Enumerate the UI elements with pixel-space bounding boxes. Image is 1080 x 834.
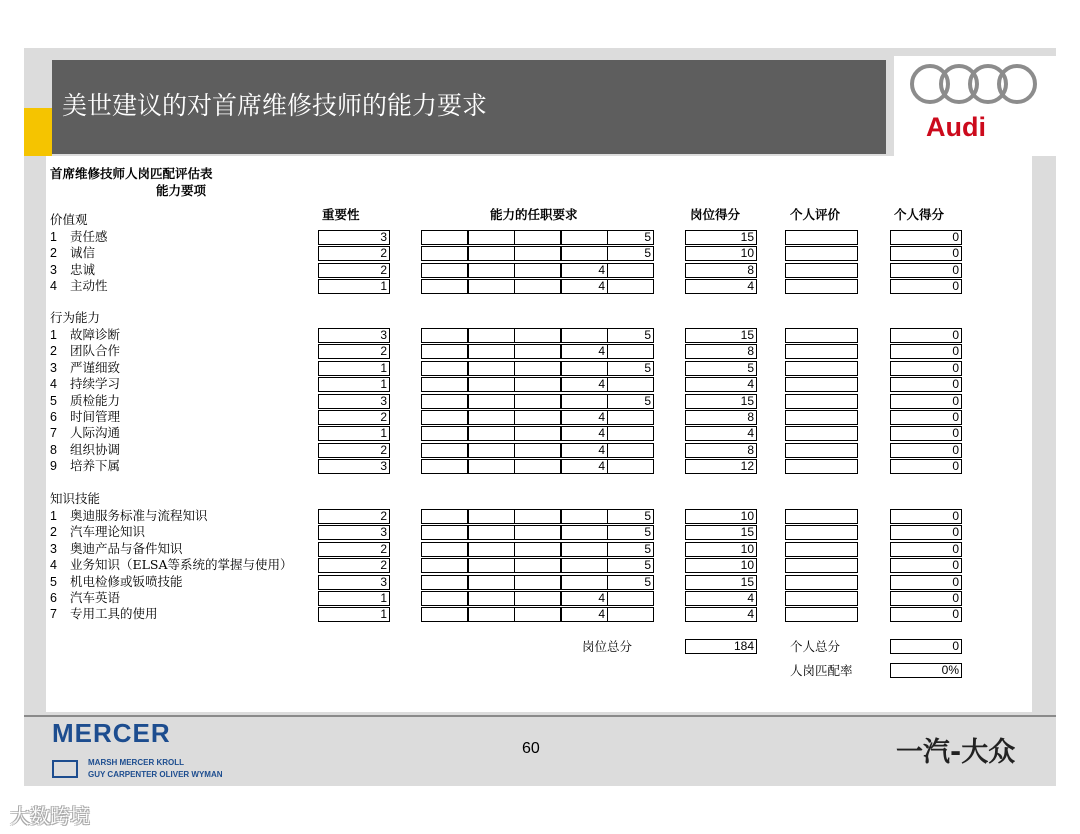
- requirement-cell: [468, 263, 515, 278]
- importance-cell: 1: [318, 426, 390, 441]
- row-label: 质检能力: [70, 393, 121, 408]
- row-label: 责任感: [70, 229, 108, 244]
- position-score-cell: 15: [685, 328, 757, 343]
- personal-score-cell: 0: [890, 575, 962, 590]
- row-number: 3: [50, 263, 57, 277]
- accent-bar: [24, 108, 52, 156]
- row-label: 严谨细致: [70, 360, 121, 375]
- requirement-cell: [607, 344, 654, 359]
- requirement-cell: [561, 525, 608, 540]
- audi-rings-logo: [908, 62, 1042, 108]
- row-number: 6: [50, 410, 57, 424]
- requirement-cell: [514, 263, 561, 278]
- requirement-cell: [561, 246, 608, 261]
- requirement-cell: [421, 509, 468, 524]
- requirement-cell: [468, 443, 515, 458]
- requirement-cell: [421, 246, 468, 261]
- row-number: 6: [50, 591, 57, 605]
- personal-eval-input[interactable]: [785, 394, 858, 409]
- personal-score-cell: 0: [890, 525, 962, 540]
- row-number: 2: [50, 344, 57, 358]
- requirement-cell: [468, 509, 515, 524]
- personal-eval-input[interactable]: [785, 230, 858, 245]
- personal-score-cell: 0: [890, 377, 962, 392]
- requirement-cell: [514, 575, 561, 590]
- personal-score-cell: 0: [890, 607, 962, 622]
- requirement-cell: 4: [561, 344, 608, 359]
- requirement-cell: [514, 459, 561, 474]
- importance-cell: 3: [318, 459, 390, 474]
- page-number: 60: [522, 740, 540, 757]
- requirement-cell: 4: [561, 607, 608, 622]
- personal-total-value: 0: [890, 639, 962, 654]
- requirement-cell: 5: [607, 246, 654, 261]
- match-rate-value: 0%: [890, 663, 962, 678]
- requirement-cell: 4: [561, 443, 608, 458]
- requirement-cell: [421, 361, 468, 376]
- requirement-cell: 5: [607, 542, 654, 557]
- requirement-cell: [421, 377, 468, 392]
- audi-wordmark: Audi: [926, 112, 986, 142]
- position-score-cell: 4: [685, 279, 757, 294]
- position-score-cell: 10: [685, 542, 757, 557]
- position-score-cell: 8: [685, 263, 757, 278]
- requirement-cell: [514, 525, 561, 540]
- personal-eval-input[interactable]: [785, 246, 858, 261]
- personal-eval-input[interactable]: [785, 328, 858, 343]
- requirement-cell: [514, 509, 561, 524]
- requirement-cell: 5: [607, 328, 654, 343]
- personal-eval-input[interactable]: [785, 361, 858, 376]
- row-label: 业务知识（ELSA等系统的掌握与使用）: [70, 557, 293, 572]
- importance-cell: 3: [318, 394, 390, 409]
- requirement-cell: [607, 377, 654, 392]
- row-label: 忠诚: [70, 262, 96, 277]
- requirement-cell: [421, 591, 468, 606]
- row-label: 专用工具的使用: [70, 606, 158, 621]
- requirement-cell: [468, 607, 515, 622]
- personal-eval-input[interactable]: [785, 575, 858, 590]
- row-label: 汽车英语: [70, 590, 121, 605]
- requirement-cell: [421, 426, 468, 441]
- requirement-cell: [607, 426, 654, 441]
- footer-divider: [24, 715, 1056, 717]
- requirement-cell: [561, 361, 608, 376]
- requirement-cell: [561, 542, 608, 557]
- requirement-cell: [468, 361, 515, 376]
- personal-eval-input[interactable]: [785, 607, 858, 622]
- requirement-cell: [421, 525, 468, 540]
- importance-cell: 1: [318, 377, 390, 392]
- requirement-cell: 4: [561, 459, 608, 474]
- requirement-cell: [514, 607, 561, 622]
- requirement-cell: [514, 426, 561, 441]
- row-number: 3: [50, 361, 57, 375]
- requirement-cell: [421, 263, 468, 278]
- personal-score-cell: 0: [890, 279, 962, 294]
- requirement-cell: 4: [561, 377, 608, 392]
- mercer-subline-1: MARSH MERCER KROLL: [88, 758, 184, 767]
- requirement-cell: [468, 591, 515, 606]
- requirement-cell: 5: [607, 394, 654, 409]
- requirement-cell: [468, 459, 515, 474]
- personal-score-cell: 0: [890, 459, 962, 474]
- position-total-label: 岗位总分: [582, 639, 633, 654]
- faw-vw-logo: 一汽-大众: [896, 737, 1016, 768]
- personal-eval-input[interactable]: [785, 525, 858, 540]
- importance-cell: 3: [318, 525, 390, 540]
- row-number: 8: [50, 443, 57, 457]
- row-number: 7: [50, 426, 57, 440]
- header-requirement: 能力的任职要求: [490, 207, 578, 222]
- requirement-cell: [468, 328, 515, 343]
- row-label: 人际沟通: [70, 425, 121, 440]
- requirement-cell: [468, 377, 515, 392]
- row-number: 4: [50, 377, 57, 391]
- requirement-cell: [421, 394, 468, 409]
- requirement-cell: [561, 328, 608, 343]
- requirement-cell: [514, 246, 561, 261]
- personal-eval-input[interactable]: [785, 426, 858, 441]
- importance-cell: 1: [318, 279, 390, 294]
- position-score-cell: 8: [685, 344, 757, 359]
- importance-cell: 2: [318, 558, 390, 573]
- requirement-cell: 5: [607, 361, 654, 376]
- position-score-cell: 4: [685, 607, 757, 622]
- row-label: 时间管理: [70, 409, 121, 424]
- importance-cell: 2: [318, 263, 390, 278]
- requirement-cell: [468, 394, 515, 409]
- position-score-cell: 15: [685, 394, 757, 409]
- requirement-cell: [421, 443, 468, 458]
- personal-eval-input[interactable]: [785, 377, 858, 392]
- requirement-cell: [468, 575, 515, 590]
- requirement-cell: 5: [607, 509, 654, 524]
- personal-score-cell: 0: [890, 344, 962, 359]
- requirement-cell: [421, 328, 468, 343]
- position-score-cell: 10: [685, 509, 757, 524]
- personal-eval-input[interactable]: [785, 591, 858, 606]
- personal-eval-input[interactable]: [785, 542, 858, 557]
- position-score-cell: 5: [685, 361, 757, 376]
- match-rate-label: 人岗匹配率: [790, 663, 853, 678]
- requirement-cell: [607, 443, 654, 458]
- position-score-cell: 10: [685, 246, 757, 261]
- requirement-cell: [421, 558, 468, 573]
- page-title: 美世建议的对首席维修技师的能力要求: [62, 91, 488, 120]
- row-number: 3: [50, 542, 57, 556]
- requirement-cell: [607, 591, 654, 606]
- importance-cell: 1: [318, 591, 390, 606]
- requirement-cell: 5: [607, 558, 654, 573]
- requirement-cell: [421, 575, 468, 590]
- requirement-cell: [561, 558, 608, 573]
- row-number: 1: [50, 230, 57, 244]
- row-label: 奥迪产品与备件知识: [70, 541, 183, 556]
- requirement-cell: [514, 558, 561, 573]
- personal-score-cell: 0: [890, 263, 962, 278]
- requirement-cell: [468, 558, 515, 573]
- requirement-cell: [561, 575, 608, 590]
- requirement-cell: [468, 246, 515, 261]
- row-label: 故障诊断: [70, 327, 121, 342]
- personal-score-cell: 0: [890, 394, 962, 409]
- group-label: 行为能力: [50, 310, 101, 325]
- personal-eval-input[interactable]: [785, 263, 858, 278]
- personal-score-cell: 0: [890, 410, 962, 425]
- importance-cell: 2: [318, 509, 390, 524]
- requirement-cell: 5: [607, 575, 654, 590]
- row-number: 5: [50, 394, 57, 408]
- mercer-subline-2: GUY CARPENTER OLIVER WYMAN: [88, 770, 223, 779]
- requirement-cell: 5: [607, 230, 654, 245]
- personal-score-cell: 0: [890, 509, 962, 524]
- personal-eval-input[interactable]: [785, 509, 858, 524]
- personal-score-cell: 0: [890, 426, 962, 441]
- row-label: 机电检修或钣喷技能: [70, 574, 183, 589]
- row-number: 2: [50, 246, 57, 260]
- position-score-cell: 15: [685, 575, 757, 590]
- header-personal-score: 个人得分: [894, 207, 945, 222]
- position-score-cell: 12: [685, 459, 757, 474]
- position-score-cell: 4: [685, 591, 757, 606]
- requirement-cell: [514, 591, 561, 606]
- importance-cell: 1: [318, 607, 390, 622]
- personal-score-cell: 0: [890, 230, 962, 245]
- table-title: 首席维修技师人岗匹配评估表: [50, 166, 213, 181]
- row-label: 团队合作: [70, 343, 121, 358]
- importance-cell: 3: [318, 230, 390, 245]
- personal-eval-input[interactable]: [785, 459, 858, 474]
- requirement-cell: 4: [561, 591, 608, 606]
- position-score-cell: 15: [685, 230, 757, 245]
- personal-score-cell: 0: [890, 542, 962, 557]
- requirement-cell: [514, 328, 561, 343]
- personal-score-cell: 0: [890, 591, 962, 606]
- requirement-cell: [607, 410, 654, 425]
- requirement-cell: [468, 525, 515, 540]
- position-total-value: 184: [685, 639, 757, 654]
- requirement-cell: [468, 344, 515, 359]
- position-score-cell: 8: [685, 410, 757, 425]
- personal-eval-input[interactable]: [785, 558, 858, 573]
- group-label: 知识技能: [50, 491, 101, 506]
- requirement-cell: [421, 230, 468, 245]
- watermark: 大数跨境: [10, 804, 90, 828]
- importance-cell: 1: [318, 361, 390, 376]
- header-position-score: 岗位得分: [690, 207, 741, 222]
- personal-score-cell: 0: [890, 558, 962, 573]
- row-number: 1: [50, 328, 57, 342]
- personal-score-cell: 0: [890, 443, 962, 458]
- position-score-cell: 8: [685, 443, 757, 458]
- personal-score-cell: 0: [890, 246, 962, 261]
- requirement-cell: [514, 542, 561, 557]
- mmc-icon: [52, 760, 78, 778]
- personal-score-cell: 0: [890, 361, 962, 376]
- requirement-cell: [561, 509, 608, 524]
- importance-cell: 3: [318, 328, 390, 343]
- requirement-cell: 4: [561, 263, 608, 278]
- requirement-cell: [514, 377, 561, 392]
- position-score-cell: 15: [685, 525, 757, 540]
- requirement-cell: 5: [607, 525, 654, 540]
- row-number: 9: [50, 459, 57, 473]
- importance-cell: 2: [318, 246, 390, 261]
- requirement-cell: [514, 443, 561, 458]
- requirement-cell: [514, 230, 561, 245]
- row-number: 5: [50, 575, 57, 589]
- requirement-cell: [607, 607, 654, 622]
- importance-cell: 2: [318, 410, 390, 425]
- requirement-cell: [561, 230, 608, 245]
- row-label: 汽车理论知识: [70, 524, 146, 539]
- requirement-cell: [607, 459, 654, 474]
- requirement-cell: 4: [561, 279, 608, 294]
- header-importance: 重要性: [322, 207, 360, 222]
- personal-eval-input[interactable]: [785, 344, 858, 359]
- row-label: 持续学习: [70, 376, 121, 391]
- requirement-cell: [607, 263, 654, 278]
- row-label: 奥迪服务标准与流程知识: [70, 508, 208, 523]
- requirement-cell: [468, 542, 515, 557]
- requirement-cell: [514, 361, 561, 376]
- position-score-cell: 4: [685, 377, 757, 392]
- requirement-cell: [561, 394, 608, 409]
- mercer-logo: MERCER: [52, 718, 171, 748]
- importance-cell: 2: [318, 443, 390, 458]
- row-label: 组织协调: [70, 442, 121, 457]
- requirement-cell: 4: [561, 410, 608, 425]
- requirement-cell: [514, 344, 561, 359]
- importance-cell: 2: [318, 344, 390, 359]
- personal-score-cell: 0: [890, 328, 962, 343]
- requirement-cell: [468, 279, 515, 294]
- group-label: 价值观: [50, 212, 88, 227]
- requirement-cell: [514, 279, 561, 294]
- requirement-cell: [514, 394, 561, 409]
- row-number: 7: [50, 607, 57, 621]
- row-number: 4: [50, 279, 57, 293]
- personal-total-label: 个人总分: [790, 639, 841, 654]
- requirement-cell: [468, 230, 515, 245]
- requirement-cell: [468, 410, 515, 425]
- requirement-cell: [421, 410, 468, 425]
- row-number: 1: [50, 509, 57, 523]
- requirement-cell: [468, 426, 515, 441]
- requirement-cell: [421, 459, 468, 474]
- importance-cell: 2: [318, 542, 390, 557]
- section-label: 能力要项: [156, 183, 207, 198]
- requirement-cell: [514, 410, 561, 425]
- row-number: 4: [50, 558, 57, 572]
- requirement-cell: [421, 279, 468, 294]
- position-score-cell: 4: [685, 426, 757, 441]
- position-score-cell: 10: [685, 558, 757, 573]
- personal-eval-input[interactable]: [785, 410, 858, 425]
- row-label: 培养下属: [70, 458, 121, 473]
- importance-cell: 3: [318, 575, 390, 590]
- requirement-cell: 4: [561, 426, 608, 441]
- row-number: 2: [50, 525, 57, 539]
- row-label: 主动性: [70, 278, 108, 293]
- header-personal-eval: 个人评价: [790, 207, 841, 222]
- row-label: 诚信: [70, 245, 96, 260]
- personal-eval-input[interactable]: [785, 443, 858, 458]
- requirement-cell: [421, 344, 468, 359]
- requirement-cell: [607, 279, 654, 294]
- requirement-cell: [421, 542, 468, 557]
- personal-eval-input[interactable]: [785, 279, 858, 294]
- requirement-cell: [421, 607, 468, 622]
